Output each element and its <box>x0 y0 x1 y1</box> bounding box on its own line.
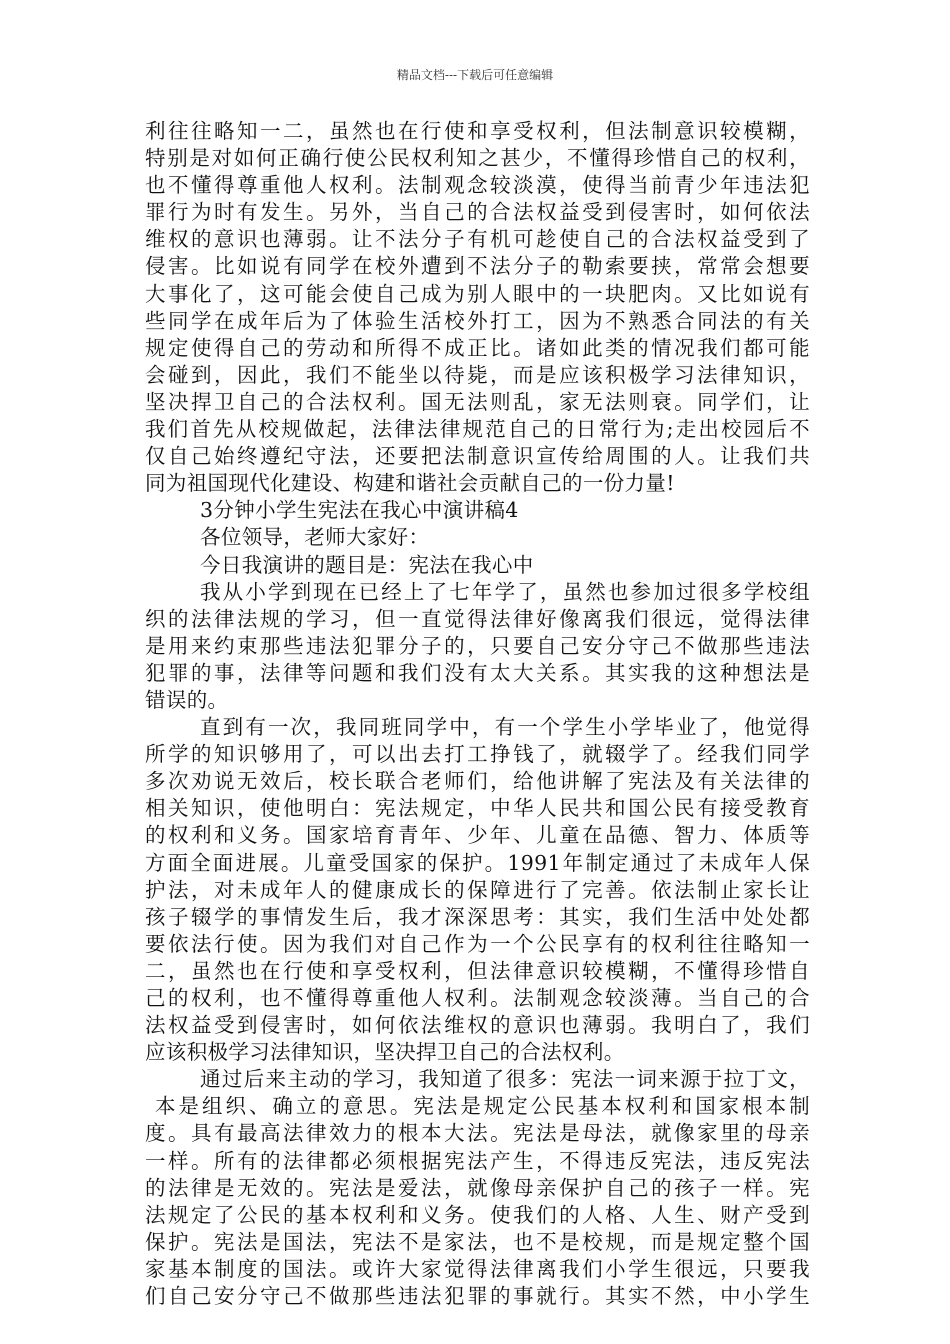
text-line: 织的法律法规的学习，但一直觉得法律好像离我们很远，觉得法律 <box>145 606 810 631</box>
text-line: 是用来约束那些违法犯罪分子的，只要自己安分守己不做那些违法 <box>145 633 810 658</box>
text-line: 所学的知识够用了，可以出去打工挣钱了，就辍学了。经我们同学 <box>145 742 810 767</box>
text-line: 些同学在成年后为了体验生活校外打工，因为不熟悉合同法的有关 <box>145 308 810 333</box>
text-line: 同为祖国现代化建设、构建和谐社会贡献自己的一份力量! <box>145 471 675 496</box>
text-line: 直到有一次，我同班同学中，有一个学生小学毕业了，他觉得 <box>200 715 810 740</box>
document-body <box>145 118 810 1310</box>
text-line: 本是组织、确立的意思。宪法是规定公民基本权利和国家根本制 <box>155 1094 810 1119</box>
text-line: 通过后来主动的学习，我知道了很多：宪法一词来源于拉丁文， <box>200 1067 810 1092</box>
text-line: 应该积极学习法律知识，坚决捍卫自己的合法权利。 <box>145 1040 625 1065</box>
text-line: 维权的意识也薄弱。让不法分子有机可趁使自己的合法权益受到了 <box>145 227 810 252</box>
text-line: 也不懂得尊重他人权利。法制观念较淡漠，使得当前青少年违法犯 <box>145 173 810 198</box>
text-line: 我们首先从校规做起，法律法律规范自己的日常行为;走出校园后不 <box>145 417 810 442</box>
text-line: 利往往略知一二，虽然也在行使和享受权利，但法制意识较模糊， <box>145 119 810 143</box>
text-line: 今日我演讲的题目是：宪法在我心中 <box>200 552 534 577</box>
text-line: 多次劝说无效后，校长联合老师们，给他讲解了宪法及有关法律的 <box>145 769 810 794</box>
text-line: 方面全面进展。儿童受国家的保护。1991年制定通过了未成年人保 <box>145 850 810 875</box>
text-line: 度。具有最高法律效力的根本大法。宪法是母法，就像家里的母亲 <box>145 1121 810 1146</box>
text-line: 3分钟小学生宪法在我心中演讲稿4 <box>200 498 519 523</box>
text-line: 特别是对如何正确行使公民权利知之甚少，不懂得珍惜自己的权利， <box>145 146 810 171</box>
text-line: 坚决捍卫自己的合法权利。国无法则乱，家无法则衰。同学们，让 <box>145 389 810 414</box>
text-line: 大事化了，这可能会使自己成为别人眼中的一块肥肉。又比如说有 <box>145 281 810 306</box>
text-line: 法规定了公民的基本权利和义务。使我们的人格、人生、财产受到 <box>145 1202 810 1227</box>
text-line: 保护。宪法是国法，宪法不是家法，也不是校规，而是规定整个国 <box>145 1229 810 1254</box>
text-line: 相关知识，使他明白：宪法规定，中华人民共和国公民有接受教育 <box>145 796 810 821</box>
text-line: 的权利和义务。国家培育青年、少年、儿童在品德、智力、体质等 <box>145 823 810 848</box>
text-line: 护法，对未成年人的健康成长的保障进行了完善。依法制止家长让 <box>145 877 810 902</box>
text-line: 们自己安分守己不做那些违法犯罪的事就行。其实不然，中小学生 <box>145 1284 810 1309</box>
text-line: 的法律是无效的。宪法是爱法，就像母亲保护自己的孩子一样。宪 <box>145 1175 810 1200</box>
text-line: 二，虽然也在行使和享受权利，但法律意识较模糊，不懂得珍惜自 <box>145 958 810 983</box>
text-line: 法权益受到侵害时，如何依法维权的意识也薄弱。我明白了，我们 <box>145 1013 810 1038</box>
text-line: 一样。所有的法律都必须根据宪法产生，不得违反宪法，违反宪法 <box>145 1148 810 1173</box>
text-line: 家基本制度的国法。或许大家觉得法律离我们小学生很远，只要我 <box>145 1256 810 1281</box>
text-line: 仅自己始终遵纪守法，还要把法制意识宣传给周围的人。让我们共 <box>145 444 810 469</box>
text-line: 要依法行使。因为我们对自己作为一个公民享有的权利往往略知一 <box>145 931 810 956</box>
text-line: 规定使得自己的劳动和所得不成正比。诸如此类的情况我们都可能 <box>145 335 810 360</box>
text-line: 犯罪的事，法律等问题和我们没有太大关系。其实我的这种想法是 <box>145 660 810 685</box>
text-line: 会碰到，因此，我们不能坐以待毙，而是应该积极学习法律知识， <box>145 362 810 387</box>
text-line: 侵害。比如说有同学在校外遭到不法分子的勒索要挟，常常会想要 <box>145 254 810 279</box>
text-line: 各位领导，老师大家好： <box>200 525 430 550</box>
page-header: 精品文档---下载后可任意编辑 <box>396 68 554 82</box>
text-line: 我从小学到现在已经上了七年学了，虽然也参加过很多学校组 <box>200 579 810 604</box>
text-line: 孩子辍学的事情发生后，我才深深思考：其实，我们生活中处处都 <box>145 904 810 929</box>
text-line: 罪行为时有发生。另外，当自己的合法权益受到侵害时，如何依法 <box>145 200 810 225</box>
text-line: 己的权利，也不懂得尊重他人权利。法制观念较淡薄。当自己的合 <box>145 986 810 1010</box>
text-line: 错误的。 <box>145 687 229 712</box>
